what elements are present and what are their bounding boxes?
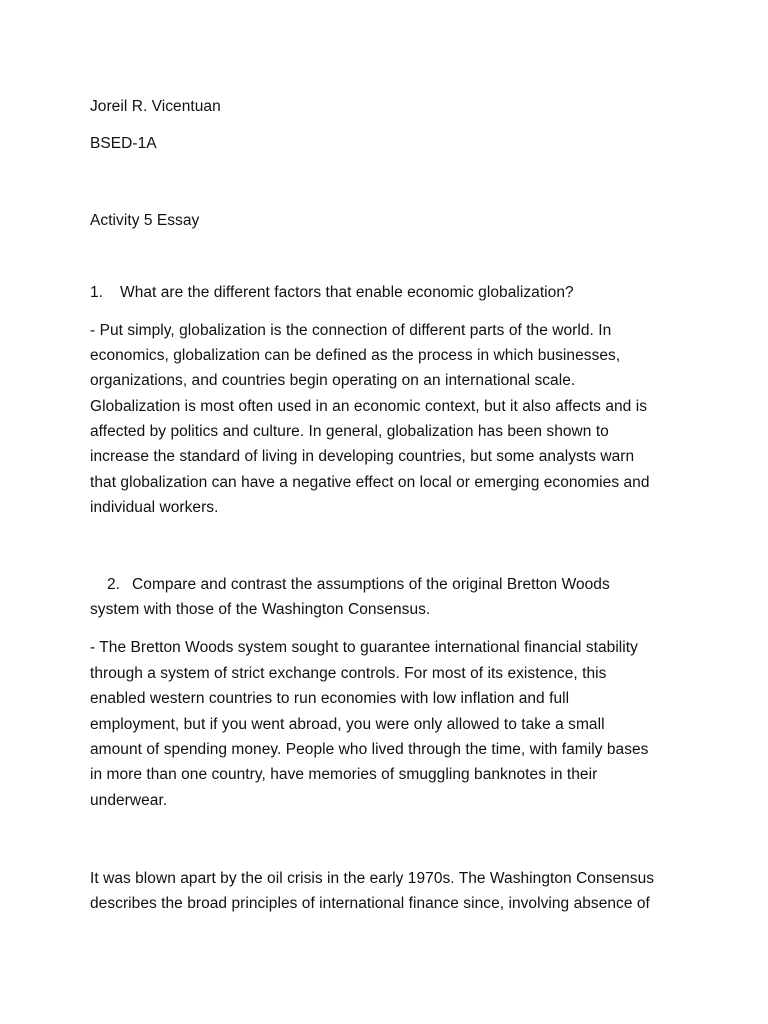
question-1-text: What are the different factors that enable economic globalization?: [120, 284, 574, 301]
continuation-line: describes the broad principles of international finance since, involving absence of: [90, 895, 650, 912]
question-2-number: 2.: [107, 576, 121, 593]
question-2-text-line2: system with those of the Washington Consensus.: [90, 601, 431, 618]
answer-2-line: through a system of strict exchange controls. For most of its existence, this: [90, 665, 607, 682]
author-name: Joreil R. Vicentuan: [90, 98, 221, 115]
answer-2-line: employment, but if you went abroad, you were only allowed to take a small: [90, 716, 605, 733]
answer-1-line: that globalization can have a negative effect on local or emerging economies and: [90, 474, 650, 491]
answer-1-line: economics, globalization can be defined as the process in which businesses,: [90, 347, 621, 364]
class-section: BSED-1A: [90, 135, 157, 152]
answer-2-line: in more than one country, have memories of smuggling banknotes in their: [90, 766, 598, 783]
answer-1-line: increase the standard of living in developing countries, but some analysts warn: [90, 448, 635, 465]
question-2-text-line1: Compare and contrast the assumptions of the original Bretton Woods: [132, 576, 610, 593]
continuation-line: It was blown apart by the oil crisis in the early 1970s. The Washington Consensus: [90, 870, 655, 887]
answer-1-line: organizations, and countries begin operating on an international scale.: [90, 372, 576, 389]
question-1-number: 1.: [90, 284, 104, 301]
question-1: [90, 280, 574, 305]
question-2: [107, 572, 610, 597]
answer-1-line: affected by politics and culture. In general, globalization has been shown to: [90, 423, 609, 440]
answer-1-line: Globalization is most often used in an economic context, but it also affects and is: [90, 398, 648, 415]
answer-1-line: individual workers.: [90, 499, 219, 516]
answer-2-line: - The Bretton Woods system sought to guarantee international financial stability: [90, 639, 638, 656]
activity-title: Activity 5 Essay: [90, 212, 200, 229]
answer-2-line: underwear.: [90, 792, 168, 809]
answer-1-line: - Put simply, globalization is the connection of different parts of the world. In: [90, 322, 612, 339]
answer-2-line: amount of spending money. People who lived through the time, with family bases: [90, 741, 649, 758]
answer-2-line: enabled western countries to run economies with low inflation and full: [90, 690, 570, 707]
